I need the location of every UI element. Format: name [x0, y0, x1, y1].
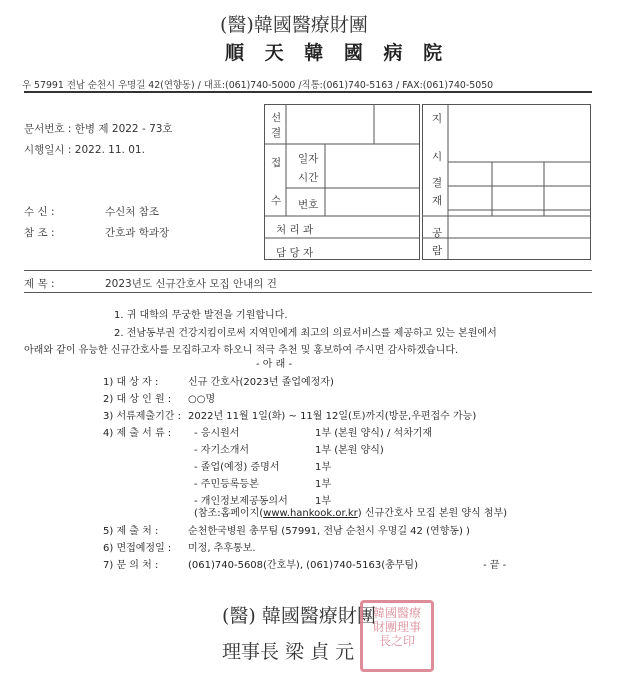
subject-label: 제 목 : [24, 278, 55, 290]
body-p1: 1. 귀 대학의 무궁한 발전을 기원합니다. [114, 310, 288, 321]
item2-label: 2) 대 상 인 원 : [103, 394, 172, 405]
doc-item-count: 1부 (본원 양식) / 석차기재 [315, 428, 433, 439]
reference-note: (참조:홈페이지(www.hankook.or.kr) 신규간호사 모집 본원 양식 첨부) [194, 508, 508, 519]
item2-value: ○○명 [188, 394, 216, 405]
item1-value: 신규 간호사(2023년 졸업예정자) [188, 377, 334, 388]
subject-top-rule [24, 270, 592, 271]
item6-label: 6) 면접예정일 : [103, 543, 172, 554]
grid-si: 시 [432, 151, 443, 163]
recipient-label: 수 신 : [24, 206, 55, 218]
hospital-address: 우 57991 전남 순천시 우명길 42(연향동) / 대표:(061)740-5000 /직통:(061)740-5163 / FAX:(061)740-5050 [22, 80, 494, 91]
doc-item-count: 1부 [315, 496, 332, 507]
signature-chairman: 理事長 梁 貞 元 [222, 641, 355, 663]
grid-damdangja: 담 당 자 [276, 247, 314, 259]
item3-label: 3) 서류제출기간 : [103, 411, 181, 422]
body-p2a: 2. 전남동부권 건강지킴이로써 지역민에게 최고의 의료서비스를 제공하고 있는 본원에서 [114, 328, 497, 339]
below-heading: - 아 래 - [256, 359, 293, 370]
grid-gyeol: 결 [432, 177, 443, 189]
item7-value: (061)740-5608(간호부), (061)740-5163(총무팀) [188, 560, 418, 571]
official-seal: 韓國醫療 財團理事 長之印 [360, 600, 434, 672]
grid-ilja: 일자 [298, 153, 319, 165]
doc-date: 시행일시 : 2022. 11. 01. [24, 144, 145, 156]
item5-value: 순천한국병원 총무팀 (57991, 전남 순천시 우명길 42 (연향동) ) [188, 526, 470, 537]
doc-item-name: - 주민등록등본 [194, 479, 259, 490]
grid-seongyeol: 선 결 [271, 112, 282, 139]
grid-sigan: 시간 [298, 172, 319, 184]
item1-label: 1) 대 상 자 : [103, 377, 159, 388]
doc-item-name: - 졸업(예정) 증명서 [194, 462, 280, 473]
recipient: 수신처 참조 [105, 206, 160, 218]
grid-ji: 지 [432, 113, 443, 125]
item7-label: 7) 문 의 처 : [103, 560, 159, 571]
org-title: (醫)韓國醫療財團 [220, 14, 368, 36]
cc-label: 참 조 : [24, 227, 55, 239]
doc-item-name: - 응시원서 [194, 428, 240, 439]
subject: 2023년도 신규간호사 모집 안내의 건 [105, 278, 277, 290]
subject-bottom-rule [24, 292, 592, 293]
homepage-link[interactable]: www.hankook.or.kr [263, 508, 358, 519]
cc: 간호과 학과장 [105, 227, 170, 239]
grid-cheorigwa: 처 리 과 [276, 224, 314, 236]
item4-label: 4) 제 출 서 류 : [103, 428, 172, 439]
end-mark: - 끝 - [483, 560, 507, 571]
header-divider [24, 91, 592, 93]
doc-item-count: 1부 [315, 462, 332, 473]
grid-jae: 재 [432, 195, 443, 207]
doc-item-name: - 개인정보제공동의서 [194, 496, 288, 507]
item5-label: 5) 제 출 처 : [103, 526, 159, 537]
hospital-title: 順 天 韓 國 病 院 [225, 42, 450, 64]
grid-su: 수 [271, 195, 282, 207]
item3-value: 2022년 11월 1일(화) ~ 11월 12일(토)까지(방문,우편접수 가능) [188, 411, 477, 422]
grid-gong: 공 [432, 227, 443, 239]
grid-jeop: 접 [271, 157, 282, 169]
doc-item-count: 1부 (본원 양식) [315, 445, 384, 456]
grid-beonho: 번호 [298, 199, 319, 211]
doc-item-name: - 자기소개서 [194, 445, 250, 456]
item6-value: 미정, 추후통보. [188, 543, 256, 554]
signature-org: (醫) 韓國醫療財團 [222, 605, 376, 627]
doc-item-count: 1부 [315, 479, 332, 490]
doc-number: 문서번호 : 한병 제 2022 - 73호 [24, 123, 173, 135]
grid-ram: 람 [432, 245, 443, 257]
body-p2b: 아래와 같이 유능한 신규간호사를 모집하고자 하오니 적극 추천 및 홍보하여 주시면 감사하겠습니다. [24, 345, 459, 356]
